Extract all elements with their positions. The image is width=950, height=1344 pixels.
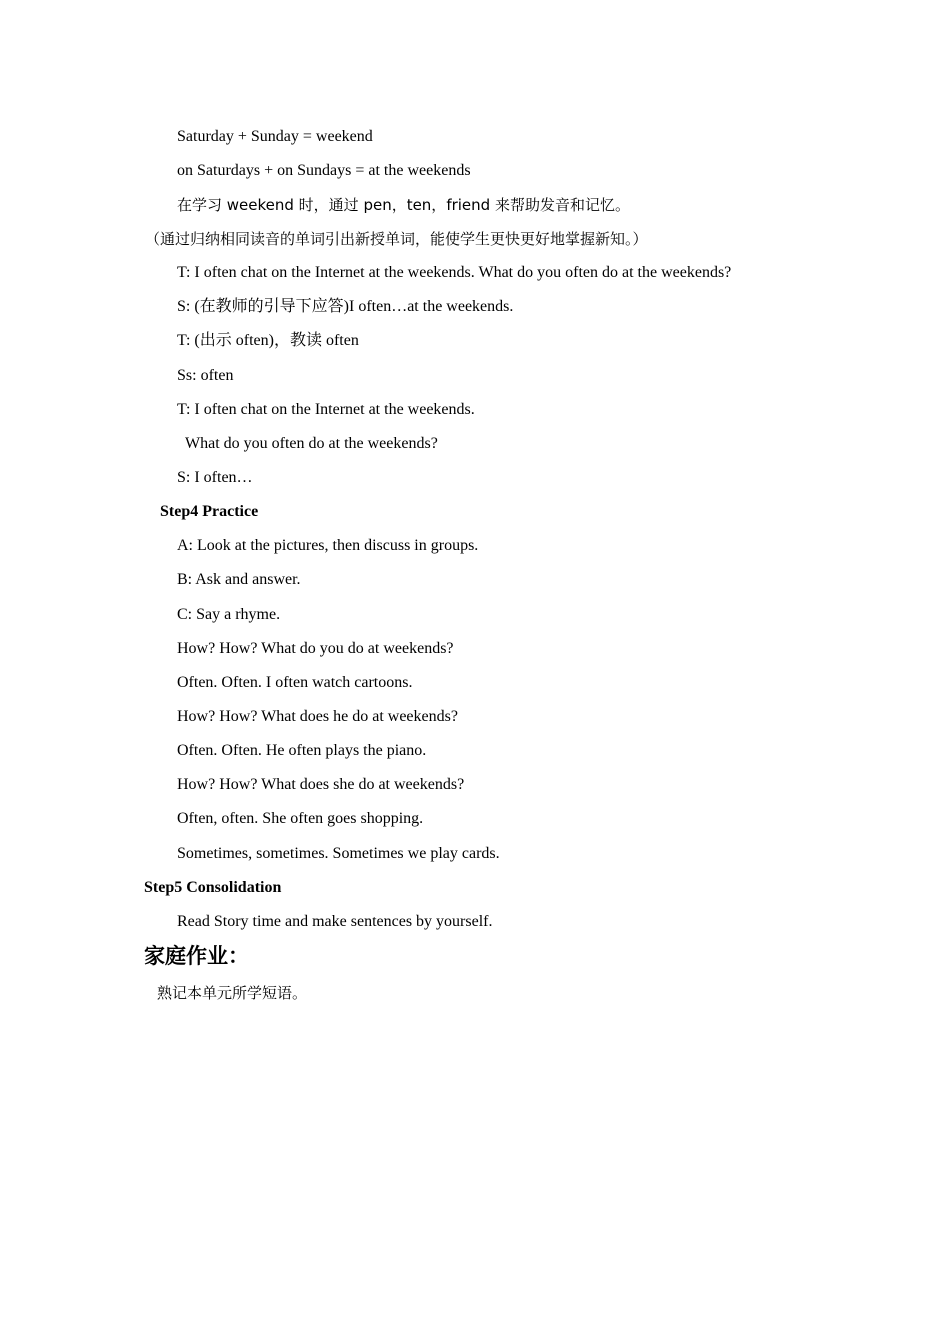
rhyme-line-7: Sometimes, sometimes. Sometimes we play cards. <box>177 845 500 862</box>
formula-at-the-weekends: on Saturdays + on Sundays = at the weekends <box>177 162 471 179</box>
rhyme-line-6: Often, often. She often goes shopping. <box>177 810 424 827</box>
practice-a: A: Look at the pictures, then discuss in groups. <box>177 537 479 554</box>
practice-c: C: Say a rhyme. <box>177 606 281 623</box>
rhyme-line-4: Often. Often. He often plays the piano. <box>177 742 427 759</box>
dialogue-teacher-3: T: I often chat on the Internet at the weekends. <box>177 401 475 418</box>
rhyme-line-3: How? How? What does he do at weekends? <box>177 708 458 725</box>
dialogue-teacher-2: T: (出示 often)，教读 often <box>177 332 359 349</box>
rhyme-line-1: How? How? What do you do at weekends? <box>177 640 454 657</box>
consolidation-task: Read Story time and make sentences by yourself. <box>177 913 493 930</box>
rhyme-line-5: How? How? What does she do at weekends? <box>177 776 465 793</box>
homework-task: 熟记本单元所学短语。 <box>157 984 308 1002</box>
formula-weekend: Saturday + Sunday = weekend <box>177 128 373 145</box>
practice-b: B: Ask and answer. <box>177 571 301 588</box>
note-purpose: （通过归纳相同读音的单词引出新授单词，能使学生更快更好地掌握新知。） <box>145 230 648 248</box>
note-pronunciation: 在学习 weekend 时，通过 pen，ten，friend 来帮助发音和记忆。 <box>177 196 630 214</box>
heading-homework: 家庭作业： <box>144 944 249 968</box>
dialogue-teacher-3-question: What do you often do at the weekends? <box>185 435 438 452</box>
heading-step5-consolidation: Step5 Consolidation <box>144 879 282 896</box>
dialogue-student-2: S: I often… <box>177 469 253 486</box>
dialogue-student-1: S: (在教师的引导下应答)I often…at the weekends. <box>177 298 514 315</box>
dialogue-students-1: Ss: often <box>177 367 234 384</box>
dialogue-teacher-1: T: I often chat on the Internet at the weekends. What do you often do at the weekends? <box>177 264 732 281</box>
heading-step4-practice: Step4 Practice <box>160 503 259 520</box>
rhyme-line-2: Often. Often. I often watch cartoons. <box>177 674 413 691</box>
